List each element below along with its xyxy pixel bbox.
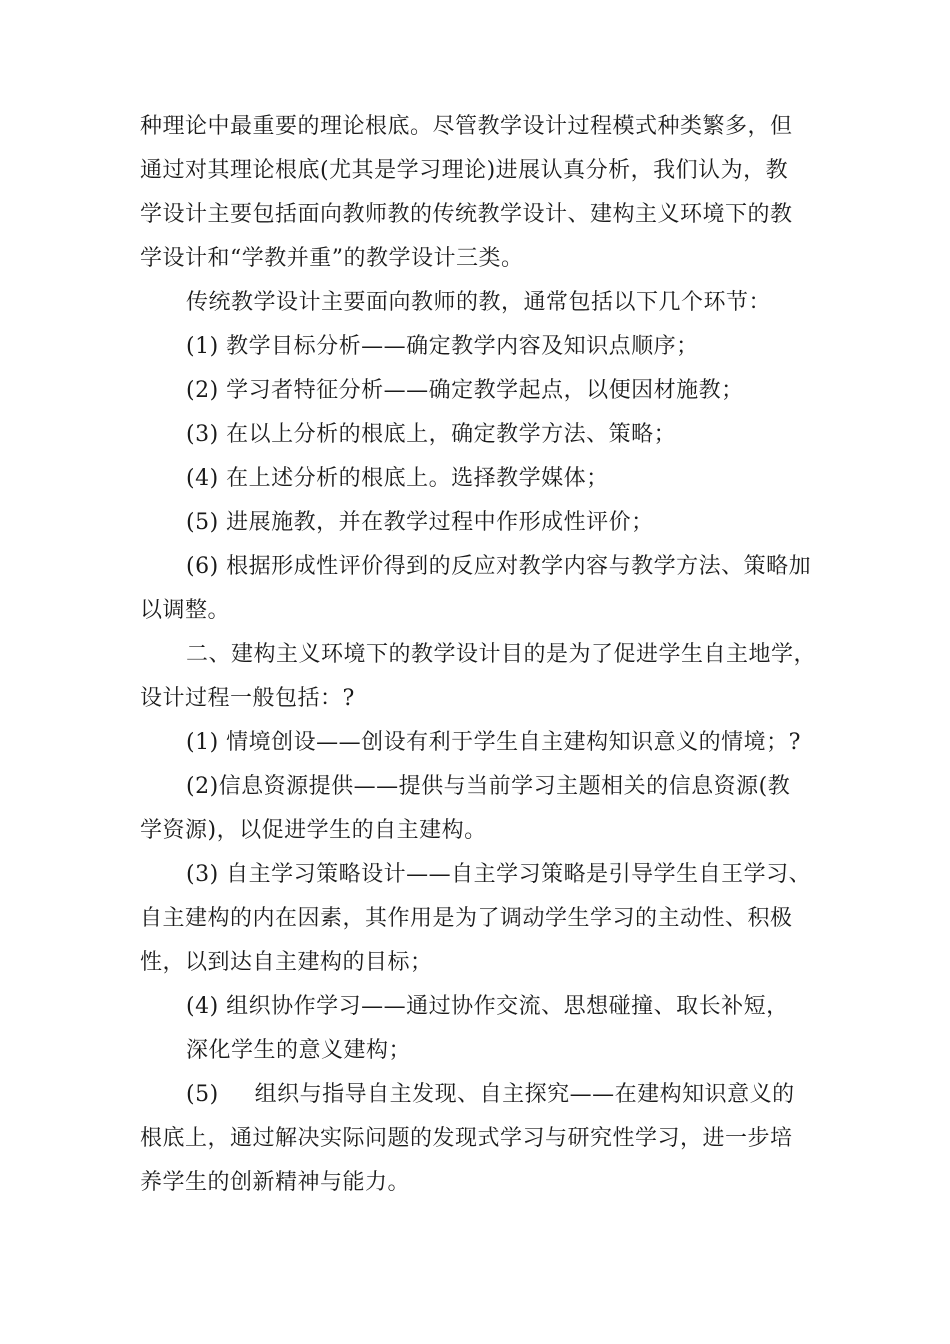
paragraph-line: 种理论中最重要的理论根底。尽管教学设计过程模式种类繁多，但 — [140, 114, 793, 139]
paragraph-line: 性，以到达自主建构的目标； — [140, 950, 433, 975]
list-item-text: 组织与指导自主发现、自主探究——在建构知识意义的 — [254, 1082, 795, 1107]
list-item: (5) 进展施教，并在教学过程中作形成性评价； — [186, 510, 654, 535]
list-item: (3) 在以上分析的根底上，确定教学方法、策略； — [186, 422, 677, 447]
paragraph-line: 学资源)，以促进学生的自主建构。 — [140, 818, 487, 843]
list-item: (2) 学习者特征分析——确定教学起点，以便因材施教； — [186, 378, 744, 403]
list-item-number: (5) — [186, 1082, 219, 1107]
paragraph-line: 深化学生的意义建构； — [186, 1038, 412, 1063]
list-item — [186, 1080, 795, 1110]
list-item: (6) 根据形成性评价得到的反应对教学内容与教学方法、策略加 — [186, 554, 812, 579]
list-item: (4) 组织协作学习——通过协作交流、思想碰撞、取长补短， — [186, 994, 789, 1019]
paragraph-line: 通过对其理论根底(尤其是学习理论)进展认真分析，我们认为，教 — [140, 158, 789, 183]
paragraph-line: 学设计和“学教并重”的教学设计三类。 — [140, 246, 524, 271]
paragraph-line: 养学生的创新精神与能力。 — [140, 1170, 411, 1195]
list-item: (1) 教学目标分析——确定教学内容及知识点顺序； — [186, 334, 699, 359]
list-item: (1) 情境创设——创设有利于学生自主建构知识意义的情境；? — [186, 730, 801, 755]
list-item: (4) 在上述分析的根底上。选择教学媒体； — [186, 466, 609, 491]
paragraph-line: 设计过程一般包括：? — [140, 686, 355, 711]
list-item: (3) 自主学习策略设计——自主学习策略是引导学生自王学习、 — [186, 862, 812, 887]
paragraph-line: 自主建构的内在因素，其作用是为了调动学生学习的主动性、积极 — [140, 906, 793, 931]
paragraph-line: 传统教学设计主要面向教师的教，通常包括以下几个环节： — [186, 290, 772, 315]
paragraph-line: 以调整。 — [140, 598, 231, 623]
list-item: (2)信息资源提供——提供与当前学习主题相关的信息资源(教 — [186, 774, 791, 799]
paragraph-line: 学设计主要包括面向教师教的传统教学设计、建构主义环境下的教 — [140, 202, 793, 227]
paragraph-line: 根底上，通过解决实际问题的发现式学习与研究性学习，进一步培 — [140, 1126, 793, 1151]
section-heading-line: 二、建构主义环境下的教学设计目的是为了促进学生自主地学， — [186, 642, 817, 667]
